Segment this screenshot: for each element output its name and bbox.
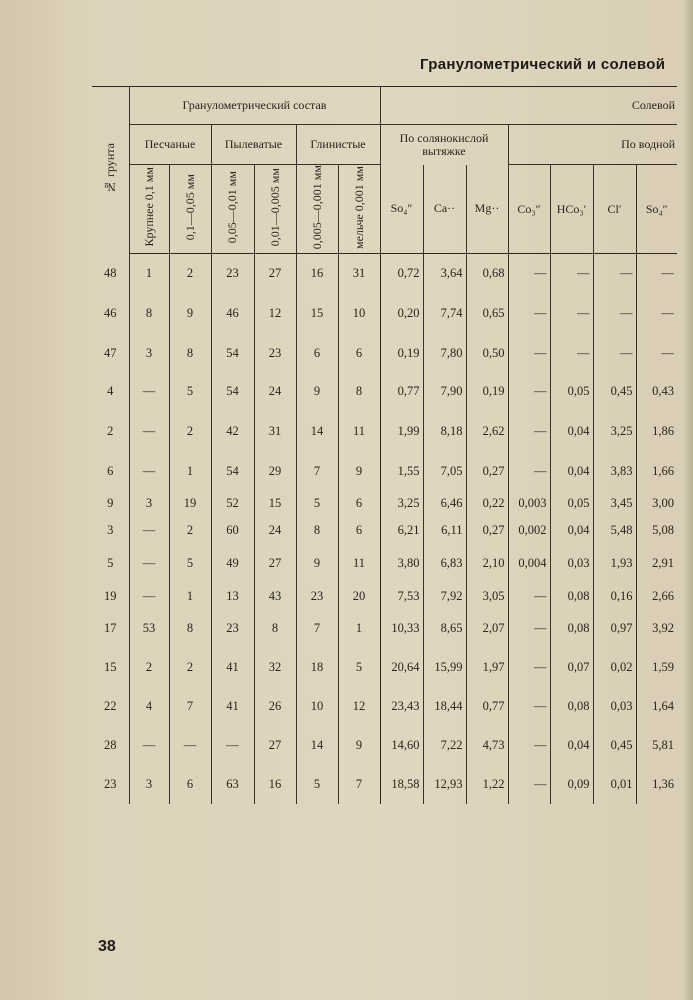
table-row	[92, 294, 677, 334]
cell-ca: 8,65	[423, 610, 466, 647]
cell-mg: 2,10	[466, 544, 508, 584]
cell-mg: 1,22	[466, 765, 508, 804]
cell-0-1-0-05: 9	[169, 294, 211, 334]
table-row	[92, 491, 677, 517]
cell-ca: 7,90	[423, 373, 466, 411]
column-header-co3: Co₃″	[508, 165, 550, 254]
table-row	[92, 765, 677, 804]
cell-finer-0-001: 5	[338, 647, 380, 688]
cell-co3: —	[508, 254, 550, 294]
cell-so4-water: 1,36	[636, 765, 677, 804]
cell-0-1-0-05: 7	[169, 688, 211, 726]
cell-cl: —	[593, 254, 636, 294]
cell-so4-acid: 7,53	[380, 584, 423, 610]
column-group-sand: Песчаные	[129, 125, 211, 165]
table-row	[92, 254, 677, 294]
cell-ca: 12,93	[423, 765, 466, 804]
cell-0-05-0-01: 49	[211, 544, 254, 584]
cell-so4-water: —	[636, 334, 677, 373]
cell-finer-0-001: 9	[338, 726, 380, 765]
cell-mg: 2,62	[466, 411, 508, 453]
cell-coarser-0-1: 8	[129, 294, 169, 334]
cell-hco3: 0,04	[550, 453, 593, 491]
cell-so4-water: —	[636, 294, 677, 334]
cell-co3: —	[508, 584, 550, 610]
page-edge-shadow	[683, 0, 693, 1000]
cell-0-01-0-005: 27	[254, 254, 296, 294]
cell-mg: 2,07	[466, 610, 508, 647]
column-group-salt: Солевой	[380, 87, 677, 125]
cell-co3: —	[508, 294, 550, 334]
cell-hco3: 0,04	[550, 517, 593, 544]
cell-0-05-0-01: 54	[211, 373, 254, 411]
cell-0-05-0-01: 54	[211, 334, 254, 373]
page-running-header: Гранулометрический и солевой	[420, 56, 666, 73]
cell-0-05-0-01: 41	[211, 688, 254, 726]
cell-coarser-0-1: 4	[129, 688, 169, 726]
cell-finer-0-001: 12	[338, 688, 380, 726]
table-row	[92, 411, 677, 453]
cell-mg: 1,97	[466, 647, 508, 688]
cell-0-05-0-01: —	[211, 726, 254, 765]
cell-0-005-0-001: 23	[296, 584, 338, 610]
cell-ca: 7,80	[423, 334, 466, 373]
cell-coarser-0-1: 53	[129, 610, 169, 647]
table-row	[92, 544, 677, 584]
cell-cl: 0,97	[593, 610, 636, 647]
column-header-0-1-0-05: 0,1—0,05 мм	[169, 165, 211, 254]
cell-finer-0-001: 11	[338, 411, 380, 453]
table-row	[92, 334, 677, 373]
cell-0-01-0-005: 8	[254, 610, 296, 647]
cell-0-005-0-001: 18	[296, 647, 338, 688]
cell-0-05-0-01: 46	[211, 294, 254, 334]
cell-0-1-0-05: 2	[169, 411, 211, 453]
cell-sample-number: 48	[104, 266, 117, 281]
table-row	[92, 584, 677, 610]
cell-finer-0-001: 10	[338, 294, 380, 334]
cell-mg: 0,19	[466, 373, 508, 411]
page-number: 38	[98, 938, 116, 955]
table-row	[92, 610, 677, 647]
cell-0-1-0-05: 19	[169, 491, 211, 517]
cell-finer-0-001: 7	[338, 765, 380, 804]
cell-so4-water: 3,92	[636, 610, 677, 647]
cell-hco3: 0,04	[550, 726, 593, 765]
cell-0-1-0-05: —	[169, 726, 211, 765]
cell-sample-number: 47	[104, 345, 117, 360]
cell-finer-0-001: 20	[338, 584, 380, 610]
cell-cl: 0,45	[593, 726, 636, 765]
cell-so4-acid: 14,60	[380, 726, 423, 765]
cell-cl: 0,03	[593, 688, 636, 726]
cell-0-005-0-001: 6	[296, 334, 338, 373]
cell-so4-water: —	[636, 254, 677, 294]
column-header-hco3: HCo₃′	[550, 165, 593, 254]
cell-co3: —	[508, 765, 550, 804]
cell-ca: 8,18	[423, 411, 466, 453]
cell-0-005-0-001: 9	[296, 544, 338, 584]
cell-so4-acid: 1,55	[380, 453, 423, 491]
cell-co3: —	[508, 726, 550, 765]
cell-so4-acid: 23,43	[380, 688, 423, 726]
cell-mg: 3,05	[466, 584, 508, 610]
cell-0-005-0-001: 14	[296, 726, 338, 765]
cell-cl: 0,16	[593, 584, 636, 610]
cell-0-1-0-05: 2	[169, 254, 211, 294]
cell-so4-acid: 20,64	[380, 647, 423, 688]
cell-sample-number: 6	[107, 464, 114, 479]
cell-so4-acid: 1,99	[380, 411, 423, 453]
column-group-water-extract: По водной	[508, 125, 677, 165]
table-row	[92, 726, 677, 765]
cell-sample-number: 28	[104, 737, 117, 752]
cell-so4-water: 1,86	[636, 411, 677, 453]
cell-ca: 15,99	[423, 647, 466, 688]
cell-ca: 7,05	[423, 453, 466, 491]
cell-cl: 1,93	[593, 544, 636, 584]
cell-co3: —	[508, 453, 550, 491]
cell-hco3: 0,05	[550, 491, 593, 517]
cell-ca: 3,64	[423, 254, 466, 294]
cell-0-01-0-005: 24	[254, 517, 296, 544]
cell-sample-number: 4	[107, 384, 114, 399]
column-header-0-01-0-005: 0,01—0,005 мм	[254, 165, 296, 254]
cell-coarser-0-1: —	[129, 411, 169, 453]
cell-hco3: —	[550, 254, 593, 294]
cell-cl: —	[593, 294, 636, 334]
cell-hco3: 0,05	[550, 373, 593, 411]
cell-0-05-0-01: 42	[211, 411, 254, 453]
cell-ca: 7,22	[423, 726, 466, 765]
cell-so4-acid: 3,25	[380, 491, 423, 517]
cell-ca: 6,11	[423, 517, 466, 544]
cell-ca: 6,83	[423, 544, 466, 584]
cell-finer-0-001: 6	[338, 491, 380, 517]
cell-finer-0-001: 9	[338, 453, 380, 491]
cell-ca: 7,92	[423, 584, 466, 610]
cell-coarser-0-1: 3	[129, 491, 169, 517]
cell-hco3: 0,08	[550, 610, 593, 647]
cell-co3: —	[508, 373, 550, 411]
cell-ca: 18,44	[423, 688, 466, 726]
cell-0-005-0-001: 15	[296, 294, 338, 334]
cell-0-05-0-01: 52	[211, 491, 254, 517]
cell-coarser-0-1: 1	[129, 254, 169, 294]
column-header-so4-water: So₄″	[636, 165, 677, 254]
cell-co3: —	[508, 647, 550, 688]
cell-0-05-0-01: 13	[211, 584, 254, 610]
cell-ca: 7,74	[423, 294, 466, 334]
cell-0-01-0-005: 23	[254, 334, 296, 373]
column-header-coarser-0-1: Крупнее 0,1 мм	[129, 165, 169, 254]
cell-coarser-0-1: —	[129, 584, 169, 610]
cell-co3: 0,003	[508, 491, 550, 517]
column-group-acid-extract: По солянокислой вытяжке	[380, 125, 508, 165]
cell-co3: 0,002	[508, 517, 550, 544]
cell-0-05-0-01: 63	[211, 765, 254, 804]
cell-finer-0-001: 1	[338, 610, 380, 647]
cell-co3: —	[508, 610, 550, 647]
cell-finer-0-001: 6	[338, 517, 380, 544]
cell-so4-water: 1,64	[636, 688, 677, 726]
cell-0-01-0-005: 29	[254, 453, 296, 491]
cell-0-005-0-001: 9	[296, 373, 338, 411]
cell-0-05-0-01: 41	[211, 647, 254, 688]
cell-0-1-0-05: 8	[169, 610, 211, 647]
cell-cl: —	[593, 334, 636, 373]
column-header-0-05-0-01: 0,05—0,01 мм	[211, 165, 254, 254]
cell-so4-water: 1,66	[636, 453, 677, 491]
cell-0-1-0-05: 5	[169, 544, 211, 584]
cell-so4-water: 3,00	[636, 491, 677, 517]
cell-mg: 0,27	[466, 453, 508, 491]
cell-coarser-0-1: —	[129, 726, 169, 765]
cell-so4-water: 0,43	[636, 373, 677, 411]
cell-sample-number: 2	[107, 424, 114, 439]
cell-sample-number: 5	[107, 556, 114, 571]
cell-coarser-0-1: —	[129, 544, 169, 584]
cell-0-01-0-005: 24	[254, 373, 296, 411]
column-header-0-005-0-001: 0,005—0,001 мм	[296, 165, 338, 254]
cell-0-01-0-005: 27	[254, 544, 296, 584]
column-header-sample-number: № грунта	[92, 87, 129, 254]
cell-sample-number: 17	[104, 620, 117, 635]
cell-finer-0-001: 8	[338, 373, 380, 411]
column-header-cl: Cl′	[593, 165, 636, 254]
cell-sample-number: 23	[104, 776, 117, 791]
cell-sample-number: 19	[104, 589, 117, 604]
cell-0-005-0-001: 8	[296, 517, 338, 544]
cell-mg: 4,73	[466, 726, 508, 765]
cell-0-05-0-01: 23	[211, 610, 254, 647]
cell-0-005-0-001: 5	[296, 765, 338, 804]
cell-0-005-0-001: 14	[296, 411, 338, 453]
column-header-so4-acid: So₄″	[380, 165, 423, 254]
cell-so4-water: 2,66	[636, 584, 677, 610]
cell-coarser-0-1: 2	[129, 647, 169, 688]
cell-mg: 0,68	[466, 254, 508, 294]
column-header-ca: Ca··	[423, 165, 466, 254]
cell-0-05-0-01: 54	[211, 453, 254, 491]
cell-hco3: 0,08	[550, 688, 593, 726]
cell-0-005-0-001: 10	[296, 688, 338, 726]
table-body	[92, 254, 677, 804]
data-table	[92, 86, 677, 804]
cell-cl: 3,45	[593, 491, 636, 517]
cell-coarser-0-1: 3	[129, 765, 169, 804]
cell-hco3: 0,08	[550, 584, 593, 610]
cell-so4-acid: 0,77	[380, 373, 423, 411]
column-group-clay: Глинистые	[296, 125, 380, 165]
cell-sample-number: 22	[104, 699, 117, 714]
cell-mg: 0,77	[466, 688, 508, 726]
cell-coarser-0-1: —	[129, 373, 169, 411]
cell-0-1-0-05: 1	[169, 453, 211, 491]
cell-0-01-0-005: 16	[254, 765, 296, 804]
cell-0-01-0-005: 26	[254, 688, 296, 726]
cell-0-01-0-005: 32	[254, 647, 296, 688]
cell-hco3: 0,04	[550, 411, 593, 453]
cell-0-1-0-05: 6	[169, 765, 211, 804]
cell-cl: 5,48	[593, 517, 636, 544]
cell-so4-acid: 6,21	[380, 517, 423, 544]
cell-so4-acid: 0,20	[380, 294, 423, 334]
cell-0-05-0-01: 60	[211, 517, 254, 544]
cell-cl: 0,02	[593, 647, 636, 688]
cell-finer-0-001: 11	[338, 544, 380, 584]
table-row	[92, 517, 677, 544]
cell-coarser-0-1: —	[129, 453, 169, 491]
cell-0-01-0-005: 43	[254, 584, 296, 610]
column-header-mg: Mg··	[466, 165, 508, 254]
cell-so4-acid: 3,80	[380, 544, 423, 584]
cell-0-005-0-001: 16	[296, 254, 338, 294]
cell-0-05-0-01: 23	[211, 254, 254, 294]
cell-so4-water: 5,81	[636, 726, 677, 765]
cell-so4-acid: 18,58	[380, 765, 423, 804]
cell-hco3: —	[550, 334, 593, 373]
column-group-silt: Пылеватые	[211, 125, 296, 165]
cell-coarser-0-1: —	[129, 517, 169, 544]
cell-0-01-0-005: 15	[254, 491, 296, 517]
table-row	[92, 688, 677, 726]
cell-0-005-0-001: 7	[296, 453, 338, 491]
cell-sample-number: 9	[107, 496, 114, 511]
cell-mg: 0,50	[466, 334, 508, 373]
cell-sample-number: 15	[104, 659, 117, 674]
cell-0-1-0-05: 2	[169, 517, 211, 544]
cell-0-1-0-05: 2	[169, 647, 211, 688]
cell-so4-acid: 10,33	[380, 610, 423, 647]
cell-0-005-0-001: 5	[296, 491, 338, 517]
cell-cl: 3,25	[593, 411, 636, 453]
table-row	[92, 647, 677, 688]
cell-0-1-0-05: 5	[169, 373, 211, 411]
cell-finer-0-001: 31	[338, 254, 380, 294]
cell-hco3: 0,09	[550, 765, 593, 804]
cell-so4-water: 2,91	[636, 544, 677, 584]
cell-coarser-0-1: 3	[129, 334, 169, 373]
cell-cl: 0,45	[593, 373, 636, 411]
cell-so4-acid: 0,72	[380, 254, 423, 294]
cell-ca: 6,46	[423, 491, 466, 517]
table-row	[92, 373, 677, 411]
column-header-finer-0-001: мельче 0,001 мм	[338, 165, 380, 254]
cell-cl: 0,01	[593, 765, 636, 804]
column-group-granulometric: Гранулометрический состав	[129, 87, 380, 125]
cell-co3: —	[508, 334, 550, 373]
cell-mg: 0,27	[466, 517, 508, 544]
cell-mg: 0,22	[466, 491, 508, 517]
cell-hco3: 0,07	[550, 647, 593, 688]
cell-finer-0-001: 6	[338, 334, 380, 373]
cell-sample-number: 3	[107, 522, 114, 537]
table-row	[92, 453, 677, 491]
cell-mg: 0,65	[466, 294, 508, 334]
cell-0-005-0-001: 7	[296, 610, 338, 647]
cell-sample-number: 46	[104, 306, 117, 321]
cell-co3: —	[508, 411, 550, 453]
cell-co3: —	[508, 688, 550, 726]
cell-so4-water: 1,59	[636, 647, 677, 688]
cell-so4-water: 5,08	[636, 517, 677, 544]
cell-0-01-0-005: 12	[254, 294, 296, 334]
cell-so4-acid: 0,19	[380, 334, 423, 373]
cell-hco3: 0,03	[550, 544, 593, 584]
cell-hco3: —	[550, 294, 593, 334]
cell-0-1-0-05: 1	[169, 584, 211, 610]
cell-cl: 3,83	[593, 453, 636, 491]
cell-co3: 0,004	[508, 544, 550, 584]
cell-0-01-0-005: 31	[254, 411, 296, 453]
cell-0-01-0-005: 27	[254, 726, 296, 765]
cell-0-1-0-05: 8	[169, 334, 211, 373]
